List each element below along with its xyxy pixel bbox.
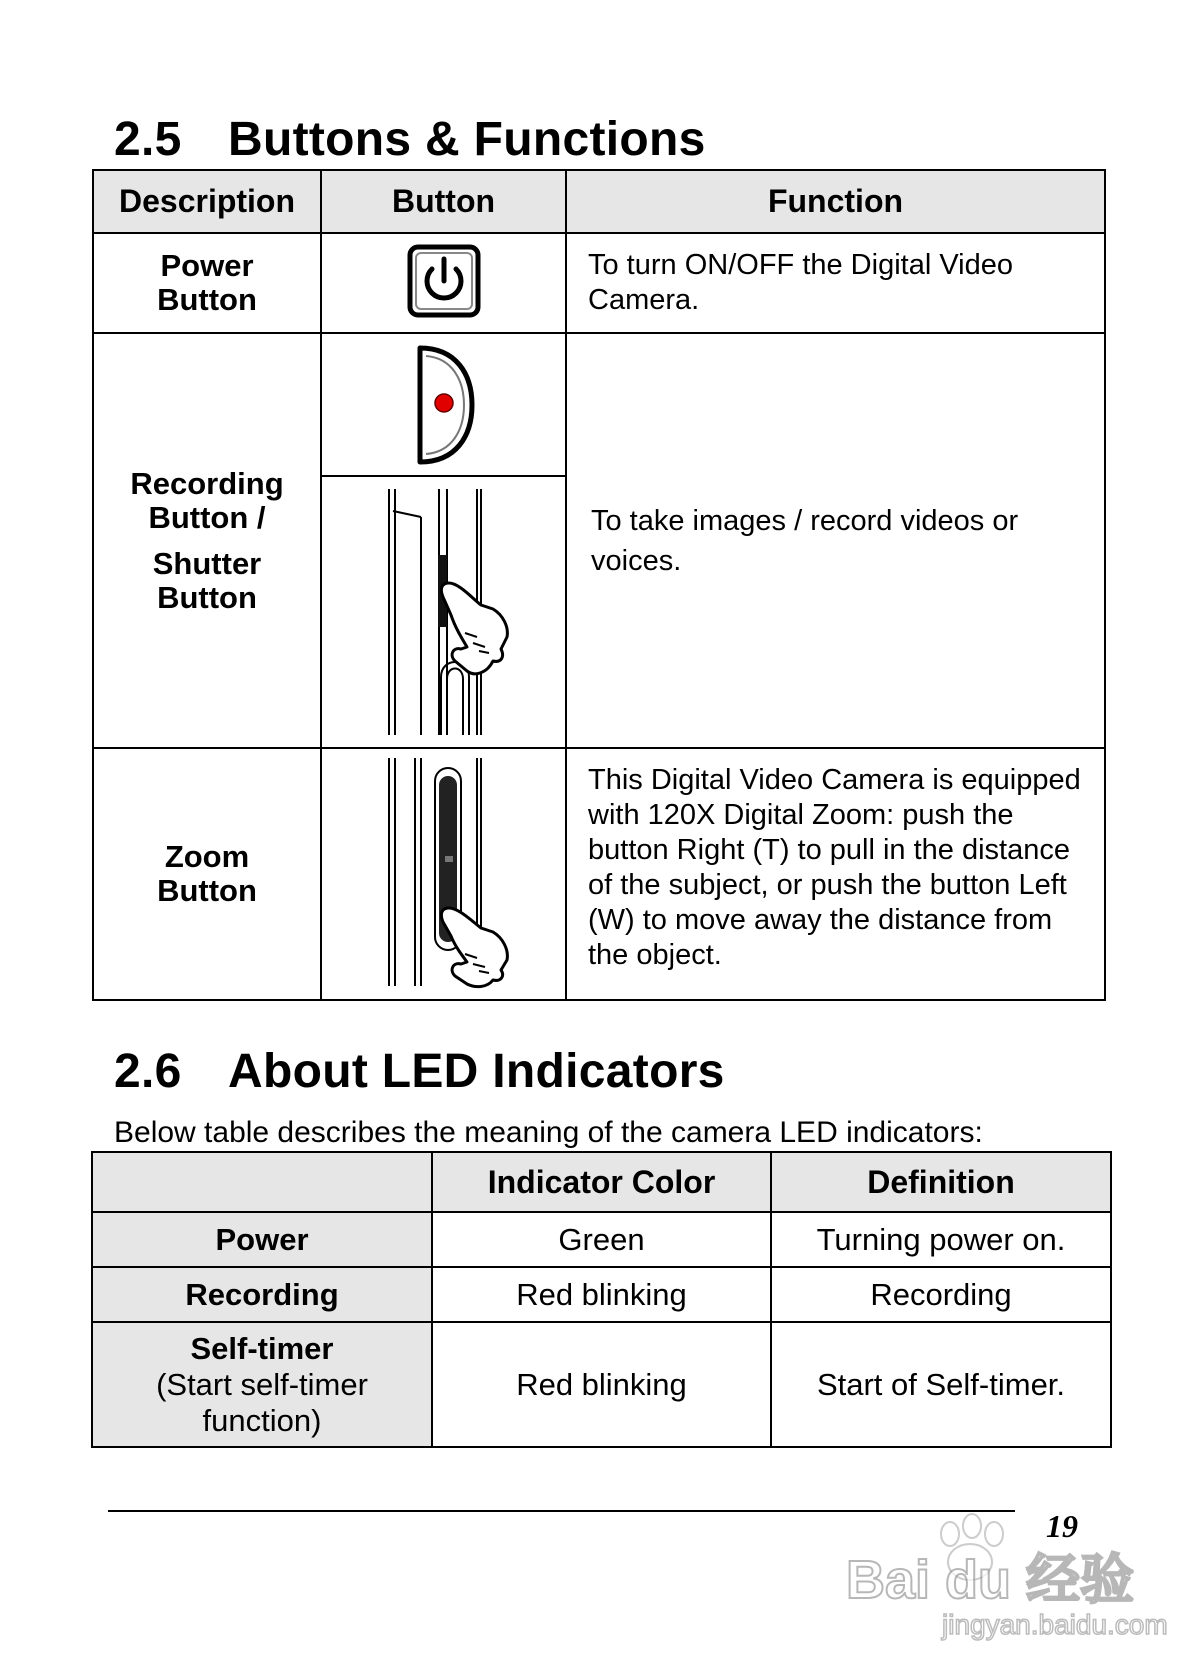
section-title: About LED Indicators bbox=[228, 1045, 725, 1098]
led-definition: Recording bbox=[771, 1267, 1111, 1322]
led-indicator-table bbox=[91, 1151, 1112, 1448]
header-indicator-color: Indicator Color bbox=[432, 1152, 771, 1212]
led-intro-text: Below table describes the meaning of the camera LED indicators: bbox=[114, 1116, 983, 1149]
watermark-brand: Bai du 经验 bbox=[846, 1550, 1135, 1610]
power-button-icon bbox=[406, 243, 482, 319]
table-row bbox=[93, 333, 1105, 748]
led-label: Power bbox=[92, 1212, 432, 1267]
led-label-cell bbox=[92, 1322, 432, 1447]
section-heading-buttons bbox=[114, 112, 706, 167]
description-line: Button bbox=[157, 282, 257, 317]
record-button-icon bbox=[412, 344, 476, 466]
table-row bbox=[92, 1212, 1111, 1267]
section-heading-led bbox=[114, 1044, 725, 1099]
table-row bbox=[92, 1267, 1111, 1322]
header-function: Function bbox=[566, 170, 1105, 233]
led-color: Green bbox=[432, 1212, 771, 1267]
baidu-watermark bbox=[842, 1512, 1168, 1642]
header-definition: Definition bbox=[771, 1152, 1111, 1212]
header-button: Button bbox=[321, 170, 566, 233]
function-cell: To turn ON/OFF the Digital Video Camera. bbox=[566, 233, 1105, 333]
description-line: Button bbox=[157, 873, 257, 908]
description-line: Recording bbox=[130, 465, 284, 501]
description-line: Button bbox=[157, 579, 257, 615]
led-label-sub: (Start self-timer bbox=[156, 1366, 368, 1402]
description-cell bbox=[93, 233, 321, 333]
table-row bbox=[93, 748, 1105, 1000]
led-label-sub: function) bbox=[202, 1402, 322, 1438]
led-color: Red blinking bbox=[432, 1267, 771, 1322]
description-line: Power bbox=[160, 248, 254, 283]
watermark-url: jingyan.baidu.com bbox=[942, 1609, 1168, 1640]
header-description: Description bbox=[93, 170, 321, 233]
button-image-cell bbox=[321, 748, 566, 1000]
table-header-row bbox=[93, 170, 1105, 233]
shutter-image-area bbox=[322, 477, 565, 747]
description-line: Shutter bbox=[152, 545, 262, 581]
description-line: Button / bbox=[148, 499, 266, 535]
led-label: Recording bbox=[92, 1267, 432, 1322]
section-number: 2.6 bbox=[114, 1045, 182, 1098]
led-definition: Start of Self-timer. bbox=[771, 1322, 1111, 1447]
led-definition: Turning power on. bbox=[771, 1212, 1111, 1267]
table-row bbox=[92, 1322, 1111, 1447]
description-line: Zoom bbox=[164, 839, 250, 874]
function-cell: This Digital Video Camera is equipped with 120X Digital Zoom: push the button Right (T) to pull in the distance of the subject, or push the button Left (W) to move away the distance from the object. bbox=[566, 748, 1105, 1000]
led-color: Red blinking bbox=[432, 1322, 771, 1447]
description-cell bbox=[93, 748, 321, 1000]
table-header-row bbox=[92, 1152, 1111, 1212]
zoom-press-icon bbox=[369, 756, 519, 988]
page-number: 19 bbox=[1046, 1508, 1078, 1544]
button-image-cell bbox=[321, 333, 566, 748]
section-title: Buttons & Functions bbox=[228, 113, 706, 166]
description-cell bbox=[93, 333, 321, 748]
record-image-area bbox=[322, 334, 565, 477]
function-cell: To take images / record videos or voices. bbox=[566, 333, 1105, 748]
buttons-table bbox=[92, 169, 1106, 1001]
table-row bbox=[93, 233, 1105, 333]
section-number: 2.5 bbox=[114, 113, 182, 166]
shutter-press-icon bbox=[369, 487, 519, 737]
led-label: Self-timer bbox=[190, 1330, 334, 1366]
button-image-cell bbox=[321, 233, 566, 333]
header-empty bbox=[92, 1152, 432, 1212]
